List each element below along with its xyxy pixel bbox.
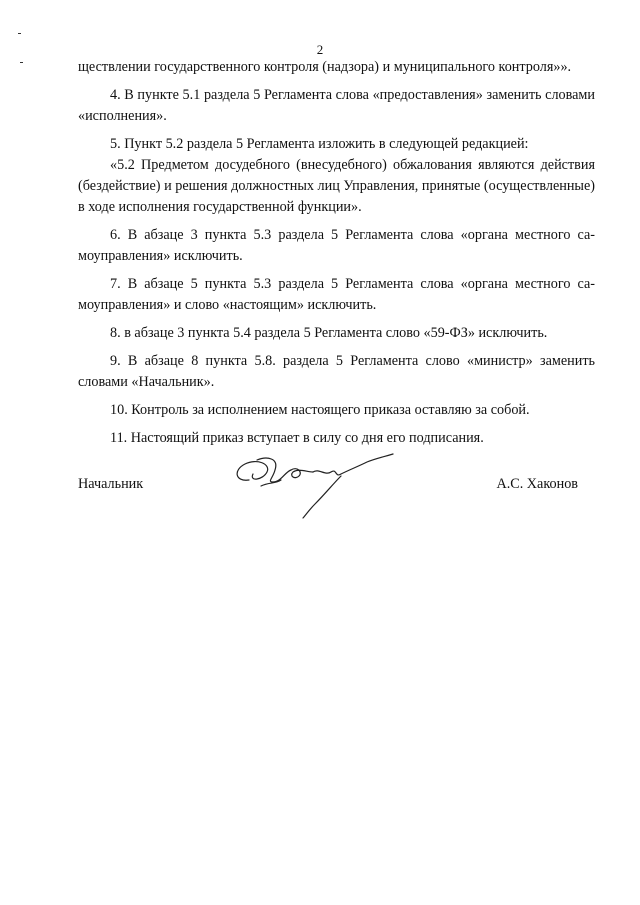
page-number: 2 — [316, 42, 324, 57]
document-body — [78, 57, 595, 449]
signatory-title: Начальник — [78, 476, 144, 492]
paragraph-item-4: 4. В пункте 5.1 раздела 5 Регламента слова «предоставления» заменить словами «исполнения». — [78, 87, 595, 124]
paragraph-item-10: 10. Контроль за исполнением настоящего приказа оставляю за собой. — [110, 402, 530, 418]
paragraph-item-7: 7. В абзаце 5 пункта 5.3 раздела 5 Регламента слова «органа местного самоуправления» и слово «настоящим» исключить. — [78, 276, 595, 313]
paragraph-item-6: 6. В абзаце 3 пункта 5.3 раздела 5 Регламента слова «органа местного самоуправления» исключить. — [78, 227, 595, 264]
paragraph-continuation: ществлении государственного контроля (надзора) и муниципального контроля»». — [78, 59, 572, 75]
signatory-name: А.С. Хаконов — [496, 476, 578, 492]
paragraph-quote-5-2: «5.2 Предметом досудебного (внесудебного) обжалования являются действия (бездействие) и решения должностных лиц Управления, принятые (осуществленные) в ходе исполнения государственной функции». — [78, 157, 595, 215]
paragraph-item-5: 5. Пункт 5.2 раздела 5 Регламента изложить в следующей редакцией: — [110, 136, 529, 152]
paragraph-item-8: 8. в абзаце 3 пункта 5.4 раздела 5 Регламента слово «59-ФЗ» исключить. — [110, 325, 548, 341]
paragraph-item-11: 11. Настоящий приказ вступает в силу со дня его подписания. — [110, 430, 484, 446]
scan-mark — [20, 62, 23, 63]
scan-mark — [18, 33, 21, 34]
handwritten-signature — [227, 442, 407, 522]
paragraph-item-9: 9. В абзаце 8 пункта 5.8. раздела 5 Регламента слово «министр» заменить словами «Начальник». — [78, 353, 595, 390]
